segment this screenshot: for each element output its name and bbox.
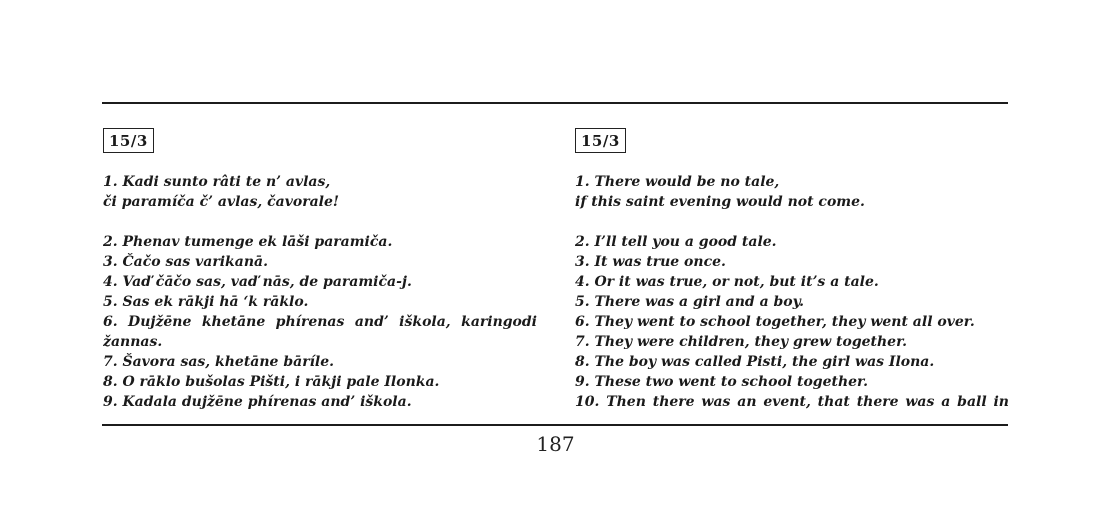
romani-column [103,128,537,412]
text-line: 7. Šavora sas, khetāne bāríle. [103,354,334,370]
text-line: 9. These two went to school together. [575,374,869,390]
text-line: žannas. [103,334,163,350]
page-number: 187 [536,432,575,456]
text-line: 7. They were children, they grew together. [575,334,908,350]
text-line: 1. Kadi sunto râti te n’ avlas, [103,174,331,190]
section-label-english: 15/3 [575,128,626,153]
text-line: 6. Dujžēne khetāne phírenas and’ iškola, karingodi [103,314,537,330]
text-line: 9. Kadala dujžēne phírenas and’ iškola. [103,394,412,410]
text-line: 2. Phenav tumenge ek lāši paramiča. [103,234,393,250]
section-label-romani: 15/3 [103,128,154,153]
text-line: if this saint evening would not come. [575,194,865,210]
text-line: 8. O rāklo bušolas Pišti, i rākji pale Ilonka. [103,374,440,390]
romani-text [103,172,537,412]
text-line: 4. Vaď čāčo sas, vaď nās, de paramiča-j. [103,274,412,290]
text-line: 2. I’ll tell you a good tale. [575,234,777,250]
text-line: 8. The boy was called Pisti, the girl was Ilona. [575,354,935,370]
text-line: 4. Or it was true, or not, but it’s a tale. [575,274,879,290]
text-line: 1. There would be no tale, [575,174,780,190]
text-line: či paramíča č’ avlas, čavorale! [103,194,340,210]
blank-line [103,212,537,232]
english-column [575,128,1009,412]
text-line: 3. Čačo sas varikanā. [103,254,268,270]
blank-line [575,212,1009,232]
text-line: 6. They went to school together, they went all over. [575,314,975,330]
text-line: 10. Then there was an event, that there was a ball in [575,394,1009,410]
text-line: 3. It was true once. [575,254,726,270]
top-rule [102,102,1008,104]
english-text [575,172,1009,412]
text-line: 5. There was a girl and a boy. [575,294,805,310]
bottom-rule [102,424,1008,426]
text-line: 5. Sas ek rākji hā ‘k rāklo. [103,294,309,310]
